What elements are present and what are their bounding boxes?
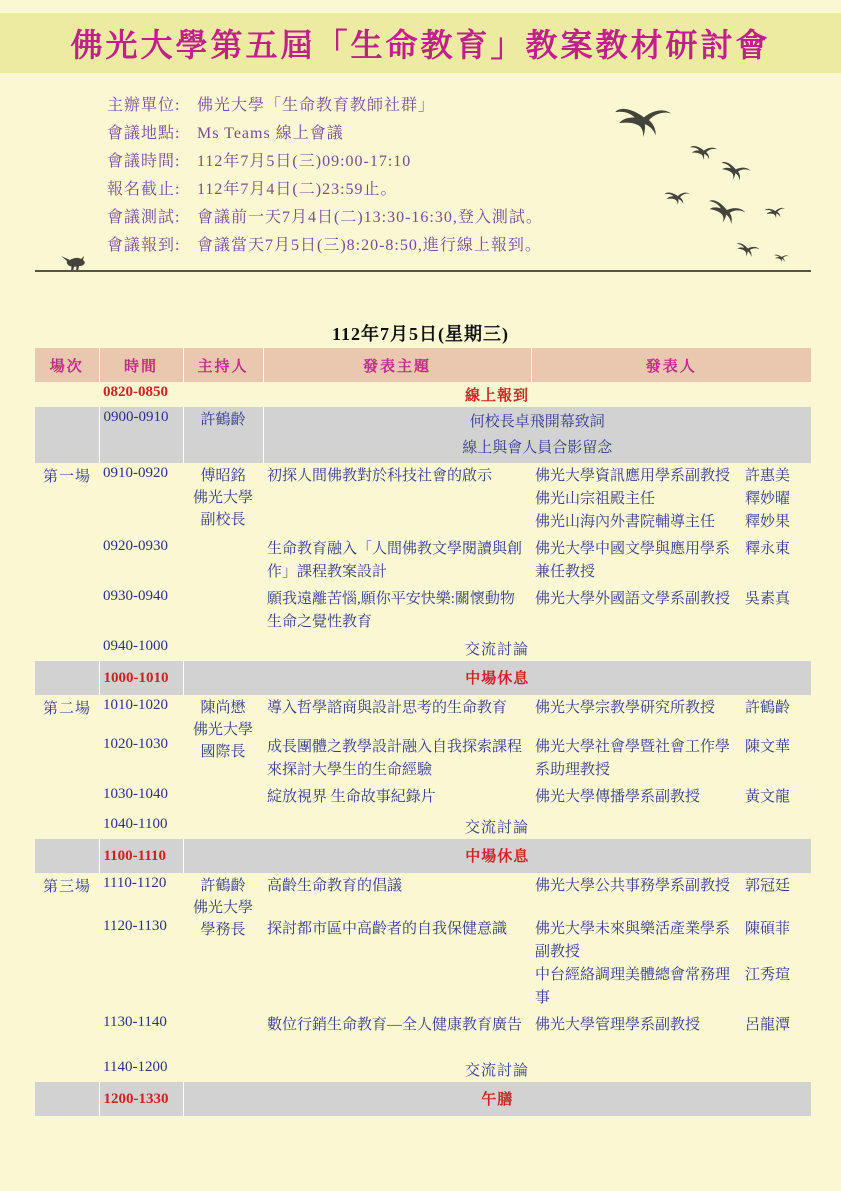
- info-row-checkin: [107, 232, 587, 260]
- session-cell: [35, 382, 99, 407]
- opening-line: 何校長卓飛開幕致詞: [469, 414, 605, 430]
- table-header-row: [35, 348, 811, 382]
- title-band: [0, 13, 841, 73]
- time-cell: 1100-1110: [99, 839, 183, 873]
- presenter-affiliation: 佛光大學未來與樂活產業學系副教授: [535, 921, 731, 960]
- table-row-talk: [35, 734, 811, 784]
- presenter-affiliation: 中台經絡調理美體總會常務理事: [535, 967, 731, 1006]
- opening-content-cell: [263, 407, 811, 463]
- break-label: 中場休息: [183, 839, 811, 873]
- presenter-name: 釋永東: [745, 541, 791, 557]
- page-title: 佛光大學第五屆「生命教育」教案教材研討會: [70, 27, 771, 63]
- time-cell: 1010-1020: [103, 697, 168, 713]
- flying-birds-illustration: [552, 95, 802, 270]
- topic-cell: 數位行銷生命教育—全人健康教育廣告: [267, 1017, 523, 1033]
- presenter-name: 釋妙果: [745, 514, 791, 530]
- discussion-label: 交流討論: [464, 820, 529, 836]
- info-value: 112年7月4日(二)23:59止。: [197, 181, 398, 198]
- presenter-affiliation: 佛光大學管理學系副教授: [535, 1017, 701, 1033]
- info-label: 會議測試:: [107, 209, 181, 226]
- opening-lines: [268, 409, 808, 461]
- session-cell: 第一場: [42, 469, 91, 485]
- table-row-checkin: [35, 382, 811, 407]
- presenter-row: [535, 786, 807, 809]
- time-cell: 1020-1030: [103, 736, 168, 752]
- host-name: 傅昭銘: [200, 468, 246, 484]
- topic-cell: 綻放視界 生命故事紀錄片: [267, 789, 436, 805]
- presenter-name: 郭冠廷: [745, 878, 791, 894]
- info-value: Ms Teams 線上會議: [197, 125, 344, 142]
- presenter-row: [535, 736, 807, 782]
- table-row-talk: [35, 536, 811, 586]
- host-affiliation: 佛光大學: [192, 900, 253, 916]
- info-value: 會議前一天7月4日(二)13:30-16:30,登入測試。: [197, 209, 543, 226]
- host-name: 陳尚懋: [200, 700, 246, 716]
- lunch-label: 午膳: [183, 1082, 811, 1116]
- time-cell: 0910-0920: [103, 465, 168, 481]
- presenters-cell: [531, 1012, 811, 1057]
- table-row-break: [35, 661, 811, 695]
- table-row-opening: [35, 407, 811, 463]
- info-label: 會議地點:: [107, 125, 181, 142]
- presenter-row: [535, 918, 807, 964]
- time-cell: 0900-0910: [99, 407, 183, 463]
- presenter-row: [535, 964, 807, 1010]
- time-cell: 1200-1330: [99, 1082, 183, 1116]
- presenters-cell: [531, 784, 811, 814]
- presenter-row: [535, 588, 807, 611]
- info-label: 報名截止:: [107, 181, 181, 198]
- time-cell: 0930-0940: [103, 588, 168, 604]
- table-row-talk: [35, 695, 811, 734]
- time-cell: 1130-1140: [103, 1014, 167, 1030]
- info-row-organizer: [107, 92, 587, 120]
- session-cell: [35, 661, 99, 695]
- table-row-talk: [35, 463, 811, 536]
- column-header-topic: 發表主題: [263, 348, 531, 382]
- presenter-name: 呂龍潭: [745, 1017, 791, 1033]
- presenter-name: 陳文華: [745, 739, 791, 755]
- presenter-name: 釋妙曜: [745, 491, 791, 507]
- info-value: 會議當天7月5日(三)8:20-8:50,進行線上報到。: [197, 237, 542, 254]
- presenter-affiliation: 佛光大學社會學暨社會工作學系助理教授: [535, 739, 731, 778]
- column-header-time: 時間: [99, 348, 183, 382]
- presenter-name: 許惠美: [745, 468, 791, 484]
- presenter-row: [535, 465, 807, 488]
- break-label: 中場休息: [183, 661, 811, 695]
- info-row-test: [107, 204, 587, 232]
- opening-line: 線上與會人員合影留念: [462, 440, 613, 456]
- time-cell: 1140-1200: [103, 1059, 168, 1075]
- presenter-row: [535, 488, 807, 511]
- presenter-name: 陳碩菲: [745, 921, 791, 937]
- presenter-row: [535, 538, 807, 584]
- topic-cell: 生命教育融入「人間佛教文學閱讀與創作」課程教案設計: [267, 541, 523, 580]
- presenters-cell: [531, 586, 811, 636]
- presenters-cell: [531, 695, 811, 734]
- host-title: 學務長: [200, 922, 246, 938]
- presenter-affiliation: 佛光大學外國語文學系副教授: [535, 591, 731, 607]
- time-cell: 1110-1120: [103, 875, 167, 891]
- time-cell: 1030-1040: [103, 786, 168, 802]
- presenter-affiliation: 佛光大學公共事務學系副教授: [535, 878, 731, 894]
- time-cell: 0920-0930: [103, 538, 168, 554]
- time-cell: 1120-1130: [103, 918, 167, 934]
- column-header-session: 場次: [35, 348, 99, 382]
- host-title: 副校長: [200, 512, 246, 528]
- discussion-label: 交流討論: [464, 1063, 529, 1079]
- column-header-host: 主持人: [183, 348, 263, 382]
- host-cell: [183, 873, 263, 1057]
- presenter-row: [535, 875, 807, 898]
- time-cell: 0940-1000: [103, 638, 168, 654]
- table-row-talk: [35, 873, 811, 916]
- topic-cell: 探討都市區中高齡者的自我保健意識: [267, 921, 508, 937]
- presenter-name: 吳素真: [745, 591, 791, 607]
- host-cell: [183, 463, 263, 636]
- info-label: 會議時間:: [107, 153, 181, 170]
- horizontal-divider: [35, 270, 811, 272]
- checkin-label: 線上報到: [464, 388, 529, 404]
- session-cell: 第三場: [42, 879, 91, 895]
- presenter-row: [535, 697, 807, 720]
- topic-cell: 導入哲學諮商與設計思考的生命教育: [267, 700, 508, 716]
- time-cell: 1040-1100: [103, 816, 168, 832]
- presenter-name: 江秀瑄: [745, 967, 791, 983]
- info-value: 佛光大學「生命教育教師社群」: [197, 97, 436, 114]
- table-row-discussion: [35, 1057, 811, 1082]
- presenter-affiliation: 佛光大學資訊應用學系副教授: [535, 468, 731, 484]
- session-cell: 第二場: [42, 701, 91, 717]
- presenters-cell: [531, 916, 811, 1012]
- presenters-cell: [531, 734, 811, 784]
- table-row-talk: [35, 784, 811, 814]
- info-value: 112年7月5日(三)09:00-17:10: [197, 153, 412, 170]
- topic-cell: 成長團體之教學設計融入自我探索課程來探討大學生的生命經驗: [267, 739, 523, 778]
- time-cell: 1000-1010: [99, 661, 183, 695]
- column-header-presenter: 發表人: [531, 348, 811, 382]
- table-row-talk: [35, 916, 811, 1012]
- time-cell: 0820-0850: [103, 384, 168, 400]
- schedule-date-heading: 112年7月5日(星期三): [332, 324, 509, 344]
- presenter-affiliation: 佛光山海內外書院輔導主任: [535, 514, 716, 530]
- presenter-row: [535, 1014, 807, 1037]
- table-row-lunch: [35, 1082, 811, 1116]
- table-row-break: [35, 839, 811, 873]
- presenters-cell: [531, 536, 811, 586]
- host-title: 國際長: [200, 744, 246, 760]
- discussion-label: 交流討論: [464, 642, 529, 658]
- info-label: 主辦單位:: [107, 97, 181, 114]
- presenter-name: 許鶴齡: [745, 700, 791, 716]
- schedule-table: [35, 348, 811, 1116]
- host-affiliation: 佛光大學: [192, 490, 253, 506]
- host-cell: [183, 695, 263, 814]
- presenter-affiliation: 佛光大學宗教學研究所教授: [535, 700, 716, 716]
- info-row-deadline: [107, 176, 587, 204]
- presenter-affiliation: 佛光大學中國文學與應用學系兼任教授: [535, 541, 731, 580]
- host-affiliation: 佛光大學: [192, 722, 253, 738]
- table-row-discussion: [35, 814, 811, 839]
- presenter-name: 黃文龍: [745, 789, 791, 805]
- presenters-cell: [531, 463, 811, 536]
- topic-cell: 初探人間佛教對於科技社會的啟示: [267, 468, 493, 484]
- presenter-affiliation: 佛光山宗祖殿主任: [535, 491, 656, 507]
- session-cell: [35, 407, 99, 463]
- conference-info: [107, 92, 587, 260]
- host-cell: 許鶴齡: [183, 407, 263, 463]
- table-row-talk: [35, 1012, 811, 1057]
- presenters-cell: [531, 873, 811, 916]
- topic-cell: 高齡生命教育的倡議: [267, 878, 403, 894]
- table-row-talk: [35, 586, 811, 636]
- topic-cell: 願我遠離苦惱,願你平安快樂:關懷動物生命之覺性教育: [267, 591, 515, 630]
- table-row-discussion: [35, 636, 811, 661]
- standing-bird-icon: [60, 250, 90, 272]
- info-row-location: [107, 120, 587, 148]
- session-cell: [35, 1082, 99, 1116]
- presenter-row: [535, 511, 807, 534]
- session-cell: [35, 839, 99, 873]
- info-row-time: [107, 148, 587, 176]
- host-name: 許鶴齡: [200, 878, 246, 894]
- presenter-affiliation: 佛光大學傳播學系副教授: [535, 789, 701, 805]
- info-label: 會議報到:: [107, 237, 181, 254]
